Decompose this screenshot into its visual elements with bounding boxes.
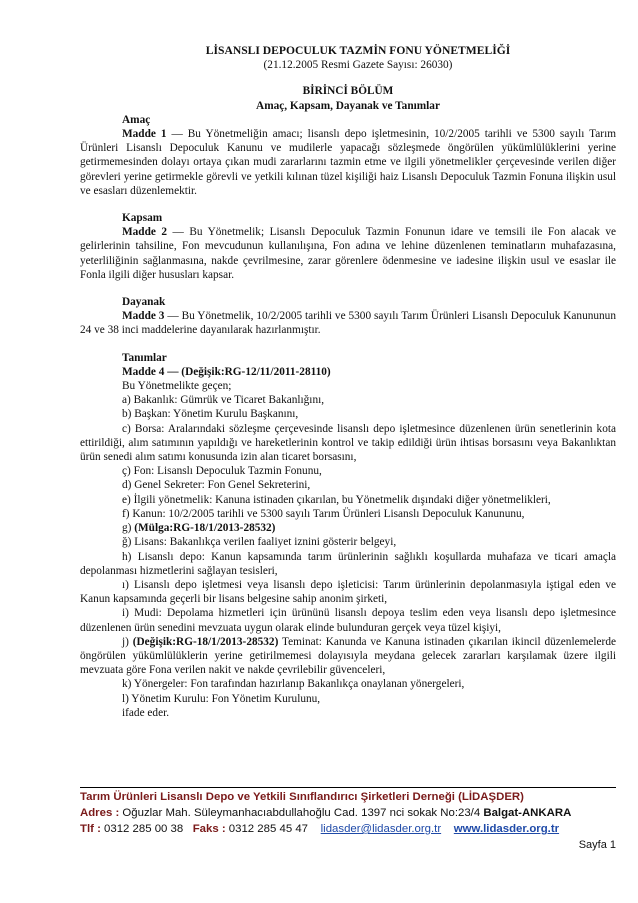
section-heading-amac: Amaç	[122, 113, 151, 126]
footer-tel: 0312 285 00 38	[100, 823, 184, 835]
article-3	[80, 309, 616, 337]
definition-k: k) Yönergeler: Fon tarafından hazırlanıp Bakanlıkça onaylanan yönergeleri,	[122, 678, 465, 691]
definition-j-text: Teminat: Kanunda ve Kanuna istinaden çıkarılan ikincil düzenlemelerde öngörülen yükümlülüklerin yerine getirilmemesi dolayısıyla meydana gelecek zararları karşılamak üzere ilgili mevzuata göre Fona verilen nakit ve nakde çevrilebilir güvenceleri,	[80, 635, 616, 677]
article-4-number: Madde 4 — (Değişik:RG-12/11/2011-28110)	[122, 365, 331, 378]
footer-email-link[interactable]: lidasder@lidasder.org.tr	[320, 823, 442, 835]
definition-j	[80, 635, 616, 678]
footer-fax-label: Faks :	[192, 823, 226, 835]
document-subtitle: (21.12.2005 Resmi Gazete Sayısı: 26030)	[263, 59, 453, 72]
definition-c: c) Borsa: Aralarındaki sözleşme çerçevesinde lisanslı depo işletmesince düzenlenen ürün senetlerinin kota ettirildiği, alım satımının yapıldığı ve hareketlerinin kontrol ve takip edildiği ürün ihtisas borsasını veya Bakanlıktan ürün senedi alım satımı konusunda izin alan ticaret borsasını,	[80, 422, 616, 464]
document-body	[80, 44, 616, 720]
article-2	[80, 225, 616, 282]
section-heading-tanimlar: Tanımlar	[122, 351, 167, 364]
article-3-number: Madde 3	[122, 310, 165, 323]
article-1-number: Madde 1	[122, 128, 167, 141]
definition-g	[122, 521, 616, 535]
footer-fax: 0312 285 45 47	[225, 823, 308, 835]
article-1	[80, 127, 616, 198]
footer-divider	[80, 787, 616, 788]
article-2-text: — Bu Yönetmelik; Lisanslı Depoculuk Tazmin Fonunun idare ve temsili ile Fon alacak ve gelirlerinin tahsiline, Fon mevcudunun kullanılışına, Fon adına ve lehine düzenlenen teminatların muhafazasına, yeterliliğinin sağlanmasına, nakde çevrilmesine, zarar görenlere ödenmesine ve iadesine ilişkin usul ve esaslar ile Fonla ilgili diğer hususları kapsar.	[80, 226, 616, 281]
footer-contact	[80, 821, 616, 837]
chapter-subtitle: Amaç, Kapsam, Dayanak ve Tanımlar	[256, 99, 440, 112]
definition-ch: ç) Fon: Lisanslı Depoculuk Tazmin Fonunu,	[122, 465, 322, 478]
definitions-intro: Bu Yönetmelikte geçen;	[122, 380, 232, 393]
page-footer	[80, 789, 616, 853]
definition-b: b) Başkan: Yönetim Kurulu Başkanını,	[122, 408, 299, 421]
definition-i: i) Mudi: Depolama hizmetleri için ürününü lisanslı depoya teslim eden veya lisanslı depo işletmesince düzenlenen ürün senedini mevzuata uygun olarak elinde bulunduran gerçek veya tüzel kişiyi,	[80, 607, 616, 634]
section-heading-kapsam: Kapsam	[122, 212, 163, 225]
definition-g-prefix: g)	[122, 522, 135, 535]
section-heading-dayanak: Dayanak	[122, 296, 166, 309]
footer-address-city: Balgat-ANKARA	[483, 807, 572, 819]
definition-a: a) Bakanlık: Gümrük ve Ticaret Bakanlığını,	[122, 394, 325, 407]
footer-website-link[interactable]: www.lidasder.org.tr	[453, 823, 560, 835]
page-number: Sayfa 1	[578, 839, 616, 851]
definition-j-amendment: (Değişik:RG-18/1/2013-28532)	[132, 635, 279, 648]
definition-h: h) Lisanslı depo: Kanun kapsamında tarım ürünlerinin sağlıklı koşullarda muhafaza ve ticari amaçla depolanması hizmetlerini sağlayan tesisleri,	[80, 550, 616, 577]
footer-address-label: Adres :	[80, 807, 120, 819]
definition-f: f) Kanun: 10/2/2005 tarihli ve 5300 sayılı Tarım Ürünleri Lisanslı Depoculuk Kanununu,	[122, 507, 525, 520]
footer-address	[80, 805, 616, 821]
article-1-text: — Bu Yönetmeliğin amacı; lisanslı depo işletmesinin, 10/2/2005 tarihli ve 5300 sayılı Tarım Ürünleri Lisanslı Depoculuk Kanunu ve mudilerle yapacağı sözleşmede öngörülen yükümlülüklerini yerine getirmemesinden dolayı ortaya çıkan mudi zararlarını tazmin etme ve ilgili yönetmelikler çerçevesinde verilen diğer görevleri yerine getirmekle görevli ve yetkili kılınan tüzel kişiliği haiz Lisanslı Depoculuk Tazmin Fonuna ilişkin usul ve esasları düzenlemektir.	[80, 128, 616, 197]
footer-organization: Tarım Ürünleri Lisanslı Depo ve Yetkili Sınıflandırıcı Şirketleri Derneği (LİDAŞDER)	[80, 791, 524, 803]
definition-j-prefix: j)	[122, 635, 133, 648]
footer-tel-label: Tlf :	[80, 823, 101, 835]
definition-l: l) Yönetim Kurulu: Fon Yönetim Kurulunu,	[122, 692, 321, 705]
definition-d: d) Genel Sekreter: Fon Genel Sekreterini,	[122, 479, 311, 492]
definition-e: e) İlgili yönetmelik: Kanuna istinaden çıkarılan, bu Yönetmelik dışındaki diğer yönetmelikleri,	[122, 493, 551, 506]
document-title: LİSANSLI DEPOCULUK TAZMİN FONU YÖNETMELİĞİ	[205, 44, 511, 57]
chapter-title: BİRİNCİ BÖLÜM	[302, 85, 394, 98]
definition-g-repealed: (Mülga:RG-18/1/2013-28532)	[134, 522, 276, 535]
article-3-text: — Bu Yönetmelik, 10/2/2005 tarihli ve 5300 sayılı Tarım Ürünleri Lisanslı Depoculuk Kanununun 24 ve 38 inci maddelerine dayanılarak hazırlanmıştır.	[80, 310, 616, 337]
footer-address-text: Oğuzlar Mah. Süleymanhacıabdullahoğlu Cad. 1397 nci sokak No:23/4	[119, 807, 484, 819]
definition-i-dotless: ı) Lisanslı depo işletmesi veya lisanslı depo işleticisi: Tarım ürünlerinin depolanmasıyla iştigal eden ve Kanun kapsamında geçerli bir lisans belgesine sahip anonim şirketi,	[80, 578, 616, 606]
definitions-end: ifade eder.	[122, 706, 170, 719]
article-2-number: Madde 2	[122, 226, 168, 239]
definition-gh: ğ) Lisans: Bakanlıkça verilen faaliyet iznini gösterir belgeyi,	[122, 536, 397, 549]
